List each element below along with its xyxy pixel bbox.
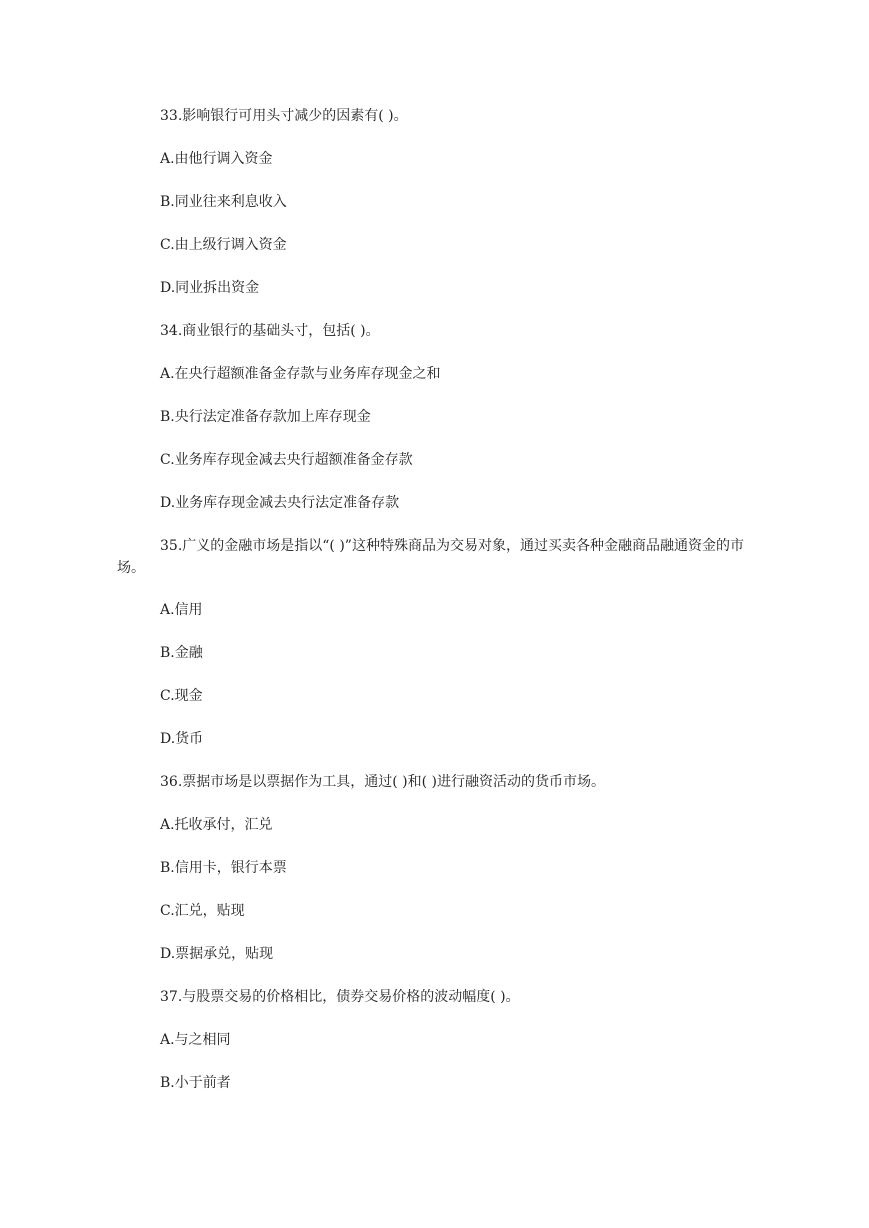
question-37-option-a: A.与之相同 — [160, 1032, 231, 1048]
question-33-option-b: B.同业往来利息收入 — [160, 194, 287, 210]
question-33: 33.影响银行可用头寸减少的因素有( )。 — [160, 108, 408, 124]
question-34-option-b: B.央行法定准备存款加上库存现金 — [160, 409, 371, 425]
question-36-option-d: D.票据承兑，贴现 — [160, 946, 274, 962]
question-33-option-d: D.同业拆出资金 — [160, 280, 260, 296]
question-35: 35.广义的金融市场是指以“( )”这种特殊商品为交易对象，通过买卖各种金融商品融通资金的市场。 — [117, 538, 744, 576]
question-37-option-b: B.小于前者 — [160, 1075, 231, 1091]
question-33-option-c: C.由上级行调入资金 — [160, 237, 287, 253]
question-34: 34.商业银行的基础头寸，包括( )。 — [160, 323, 380, 339]
question-35-option-d: D.货币 — [160, 731, 204, 747]
question-35-option-c: C.现金 — [160, 688, 203, 704]
question-36-option-c: C.汇兑，贴现 — [160, 903, 245, 919]
question-35-option-a: A.信用 — [160, 602, 203, 618]
question-34-option-a: A.在央行超额准备金存款与业务库存现金之和 — [160, 366, 441, 382]
question-33-option-a: A.由他行调入资金 — [160, 151, 273, 167]
question-35-option-b: B.金融 — [160, 645, 203, 661]
question-36-option-b: B.信用卡，银行本票 — [160, 860, 287, 876]
question-34-option-d: D.业务库存现金减去央行法定准备存款 — [160, 495, 400, 511]
question-34-option-c: C.业务库存现金减去央行超额准备金存款 — [160, 452, 413, 468]
question-36: 36.票据市场是以票据作为工具，通过( )和( )进行融资活动的货币市场。 — [160, 774, 606, 790]
question-37: 37.与股票交易的价格相比，债券交易价格的波动幅度( )。 — [160, 989, 520, 1005]
question-36-option-a: A.托收承付，汇兑 — [160, 817, 273, 833]
document-body — [117, 105, 757, 1115]
